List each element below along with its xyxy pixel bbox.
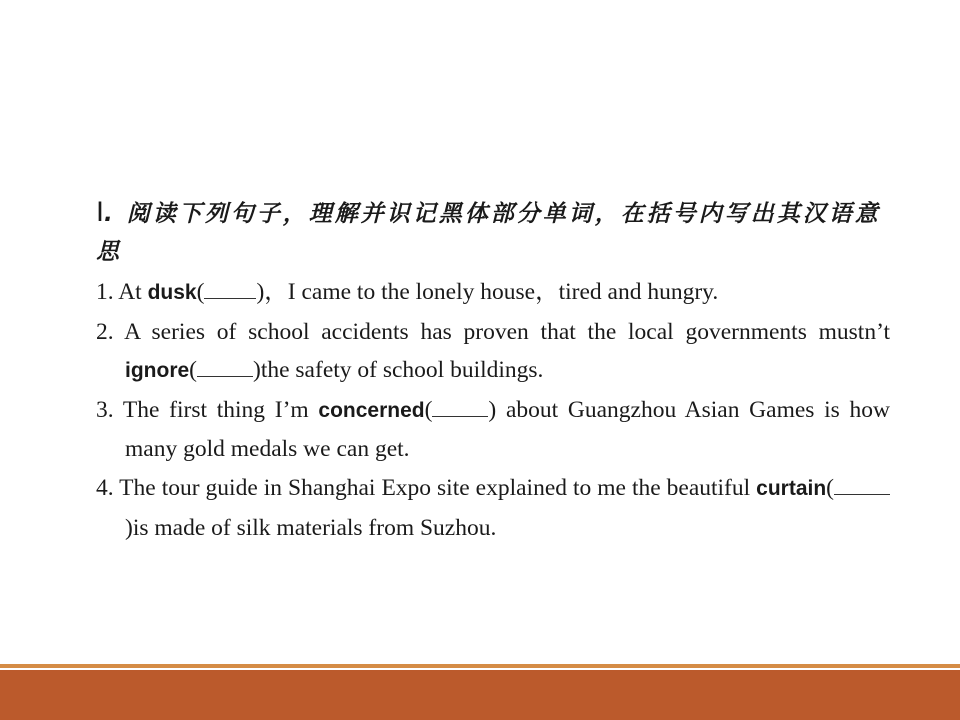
item-number: 2. bbox=[96, 318, 114, 345]
close-paren: ) bbox=[488, 396, 497, 423]
footer-accent-line bbox=[0, 664, 960, 668]
section-numeral: Ⅰ bbox=[96, 197, 104, 227]
open-paren: ( bbox=[826, 474, 834, 501]
exercise-heading bbox=[96, 193, 890, 271]
item-number: 1. bbox=[96, 279, 114, 305]
bold-word: concerned bbox=[318, 398, 425, 422]
heading-instruction: . 阅读下列句子，理解并识记黑体部分单词，在括号内写出其汉语意思 bbox=[96, 201, 881, 265]
item-number: 3. bbox=[96, 396, 114, 423]
answer-blank[interactable] bbox=[204, 280, 256, 299]
footer-bar bbox=[0, 670, 960, 720]
sentence-item-4 bbox=[96, 469, 890, 547]
bold-word: dusk bbox=[147, 281, 197, 304]
sentence-item-2 bbox=[96, 313, 890, 391]
item-number: 4. bbox=[96, 474, 114, 501]
bold-word: ignore bbox=[125, 359, 190, 383]
sentence-item-1 bbox=[96, 273, 890, 313]
sentence-text-before: A series of school accidents has proven that the local governments mustn’t bbox=[113, 318, 890, 345]
sentence-text-after: about Guangzhou Asian Games is how many gold medals we can get. bbox=[125, 396, 890, 463]
open-paren: ( bbox=[189, 357, 197, 384]
exercise-content bbox=[96, 193, 890, 547]
sentence-text-after: ，I came to the lonely house，tired and hungry. bbox=[264, 279, 719, 305]
answer-blank[interactable] bbox=[432, 398, 488, 417]
open-paren: ( bbox=[424, 396, 433, 423]
open-paren: ( bbox=[196, 279, 205, 305]
close-paren: ) bbox=[125, 514, 133, 541]
sentence-text-before: The tour guide in Shanghai Expo site explained to me the beautiful bbox=[113, 474, 757, 501]
answer-blank[interactable] bbox=[834, 476, 890, 495]
close-paren: ) bbox=[253, 357, 261, 384]
sentence-text-before: At bbox=[113, 279, 148, 305]
sentence-text-before: The first thing I’m bbox=[113, 396, 319, 423]
bold-word: curtain bbox=[756, 476, 827, 500]
close-paren: ) bbox=[256, 279, 265, 305]
sentence-text-after: the safety of school buildings. bbox=[260, 357, 544, 384]
sentence-item-3 bbox=[96, 391, 890, 469]
sentence-text-after: is made of silk materials from Suzhou. bbox=[132, 514, 497, 541]
sentence-list bbox=[96, 273, 890, 547]
answer-blank[interactable] bbox=[197, 358, 253, 377]
